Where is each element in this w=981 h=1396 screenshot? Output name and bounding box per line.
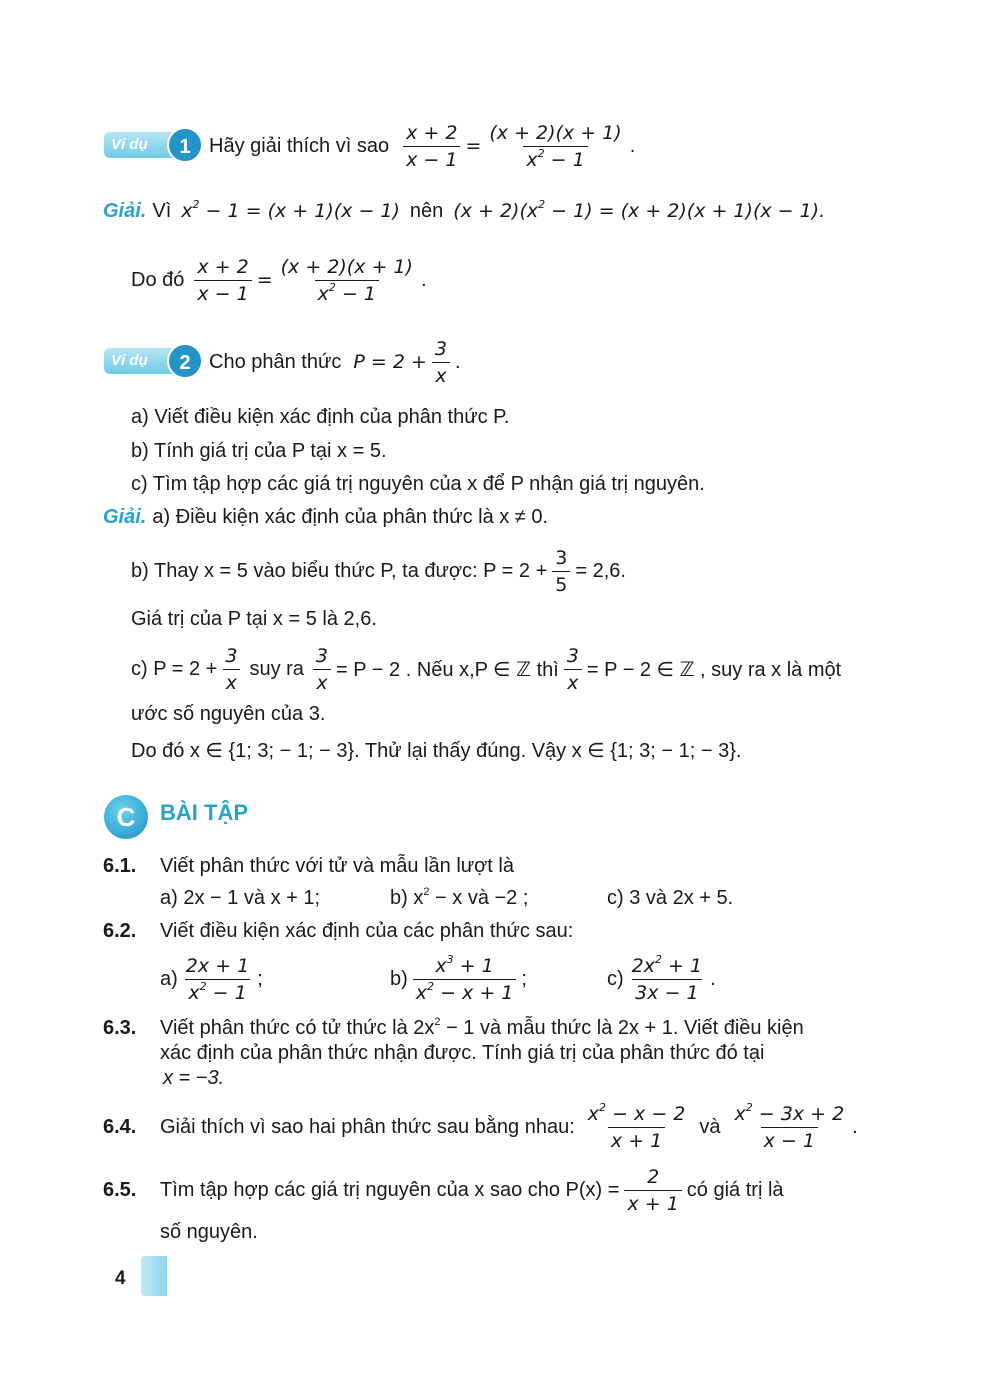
fraction: [432, 338, 450, 387]
fraction: [278, 256, 416, 305]
numerator: 3: [434, 337, 447, 360]
answer-c-line2: ước số nguyên của 3.: [131, 703, 326, 725]
exercise-6-2-b: b) $\frac{x^3 + 1}{x^2 - x + 1}$ ;: [390, 952, 527, 1004]
numerator: 3: [566, 644, 579, 667]
example-1-badge: [104, 126, 204, 162]
exercise-6-5: [160, 1162, 784, 1218]
section-title: BÀI TẬP: [160, 800, 248, 825]
denominator: x: [313, 669, 330, 694]
example-2-badge: [104, 342, 204, 378]
denominator: $x^2 - 1$: [315, 280, 379, 305]
exercise-number: 6.3.: [103, 1017, 137, 1039]
exercise-6-3-line2: xác định của phân thức nhận được. Tính giá trị của phân thức đó tại: [160, 1042, 765, 1064]
example-1-solution: Giải. Vì $x^2 - 1 = (x + 1)(x - 1)$ nên $(x + 2)(x^2 - 1) = (x + 2)(x + 1)(x - 1)$.: [103, 198, 826, 222]
denominator: 5: [552, 571, 570, 596]
solve-label: Giải.: [103, 505, 147, 528]
example-badge-label: Ví dụ: [104, 132, 180, 158]
answer-b-value: Giá trị của P tại x = 5 là 2,6.: [131, 608, 377, 630]
fraction: [194, 256, 251, 305]
exercise-number: 6.2.: [103, 920, 137, 942]
numerator: $x^2 - 3x + 2$: [734, 1100, 845, 1125]
page-number: 4: [115, 1268, 126, 1289]
fraction: [732, 1100, 848, 1152]
numerator: 2: [647, 1165, 660, 1188]
exercise-6-2-a: a) $\frac{2x + 1}{x^2 - 1}$ ;: [160, 954, 263, 1004]
example-1-conclusion: Do đó $\frac{x + 2}{x - 1}$ = $\frac{(x + 2)(x + 1)}{x^2 - 1}$ .: [131, 255, 427, 305]
fraction: [403, 122, 460, 171]
denominator: x − 1: [194, 280, 251, 305]
denominator: x − 1: [761, 1127, 818, 1152]
exercise-6-1-b: b) $x^2 - x$ và −2 ;: [390, 886, 529, 909]
solve-label: Giải.: [103, 199, 147, 222]
text: b) Thay x = 5 vào biểu thức P, ta được: P = 2 +: [131, 559, 548, 582]
example-badge-number: 2: [167, 343, 203, 379]
numerator: $x^3 + 1$: [435, 952, 494, 977]
numerator: (x + 2)(x + 1): [280, 255, 413, 278]
exercise-6-3-line1: Viết phân thức có tử thức là $2x^2 - 1$ và mẫu thức là 2x + 1. Viết điều kiện: [160, 1016, 804, 1039]
numerator: (x + 2)(x + 1): [489, 121, 622, 144]
text: = P − 2 ∈ ℤ , suy ra x là một: [586, 658, 842, 681]
denominator: $x^2 - 1$: [185, 979, 249, 1004]
prompt-text: Cho phân thức: [209, 350, 342, 373]
fraction: [624, 1166, 681, 1215]
denominator: x: [223, 669, 240, 694]
text: Vì: [152, 199, 172, 222]
fraction: [585, 1100, 689, 1152]
denominator: x: [564, 669, 581, 694]
exercise-number: 6.4.: [103, 1116, 137, 1138]
text: suy ra: [249, 657, 304, 680]
numerator: 3: [315, 644, 329, 667]
numerator: $x^2 - x - 2$: [587, 1100, 686, 1125]
text: = P − 2 . Nếu x,P ∈ ℤ thì: [336, 658, 559, 681]
denominator: 3x − 1: [632, 979, 701, 1004]
prompt-text: Hãy giải thích vì sao: [209, 134, 390, 157]
text: Do đó: [131, 268, 185, 291]
fraction: [629, 952, 705, 1004]
fraction: [313, 645, 331, 694]
numerator: $2x^2 + 1$: [631, 952, 703, 977]
numerator: 3: [555, 546, 568, 569]
math: P = 2 +: [353, 351, 427, 373]
text: a) Điều kiện xác định của phân thức là x ≠ 0.: [152, 505, 549, 528]
denominator: x + 1: [624, 1190, 681, 1215]
example-badge-number: 1: [167, 127, 203, 163]
answer-c-line3: Do đó x ∈ {1; 3; − 1; − 3}. Thử lại thấy đúng. Vậy x ∈ {1; 3; − 1; − 3}.: [131, 740, 742, 762]
exercise-text: có giá trị là: [686, 1178, 784, 1201]
numerator: x + 2: [197, 255, 249, 278]
denominator: $x^2 - x + 1$: [413, 979, 517, 1004]
denominator: x − 1: [403, 146, 460, 171]
numerator: x + 2: [406, 121, 458, 144]
exercise-text: Giải thích vì sao hai phân thức sau bằng nhau:: [160, 1115, 575, 1138]
question-a: a) Viết điều kiện xác định của phân thức P.: [131, 406, 510, 428]
page-tab-decoration: [141, 1256, 167, 1296]
exercise-6-2-c: c) $\frac{2x^2 + 1}{3x - 1}$ .: [607, 952, 716, 1004]
fraction: [222, 645, 240, 694]
question-c: c) Tìm tập hợp các giá trị nguyên của x để P nhận giá trị nguyên.: [131, 473, 705, 495]
fraction: [552, 547, 570, 596]
section-c-icon: C: [104, 795, 148, 839]
numerator: 2x + 1: [185, 954, 250, 977]
exercise-6-5-line2: số nguyên.: [160, 1221, 258, 1243]
fraction: [486, 122, 624, 171]
exercise-6-1-a: a) 2x − 1 và x + 1;: [160, 887, 321, 909]
fraction: [413, 952, 517, 1004]
exercise-number: 6.1.: [103, 855, 137, 877]
example-2-answer-a: [103, 503, 548, 531]
fraction: [183, 955, 252, 1004]
exercise-6-1-c: c) 3 và 2x + 5.: [607, 887, 734, 909]
question-b: b) Tính giá trị của P tại x = 5.: [131, 440, 387, 462]
text: nên: [409, 199, 444, 222]
exercise-text: Tìm tập hợp các giá trị nguyên của x sao cho P(x) =: [160, 1178, 620, 1201]
example-2-answer-c: [131, 641, 841, 697]
exercise-number: 6.5.: [103, 1179, 137, 1201]
exercise-text: Viết điều kiện xác định của các phân thức sau:: [160, 920, 574, 942]
text: c) P = 2 +: [131, 657, 218, 680]
exercise-6-4: Giải thích vì sao hai phân thức sau bằng nhau: $\frac{x^2 - x - 2}{x + 1}$ và $\frac{x^2 - 3x + 2}{x - 1}$ .: [160, 1100, 858, 1152]
fraction: [564, 645, 582, 694]
denominator: x: [432, 362, 449, 387]
example-2-prompt: Cho phân thức P = 2 + $\frac{3}{x}$ .: [209, 337, 461, 387]
denominator: x + 1: [608, 1127, 665, 1152]
example-2-answer-b: [131, 543, 626, 599]
numerator: 3: [225, 644, 238, 667]
text: = 2,6.: [575, 559, 626, 582]
denominator: $x^2 - 1$: [523, 146, 587, 171]
exercise-6-3-line3: x = −3.: [163, 1067, 225, 1089]
exercise-text: Viết phân thức với tử và mẫu lần lượt là: [160, 855, 514, 877]
example-1-prompt: Hãy giải thích vì sao $\frac{x + 2}{x - 1}$ = $\frac{(x + 2)(x + 1)}{x^2 - 1}$ .: [209, 121, 636, 171]
example-badge-label: Ví dụ: [104, 348, 180, 374]
